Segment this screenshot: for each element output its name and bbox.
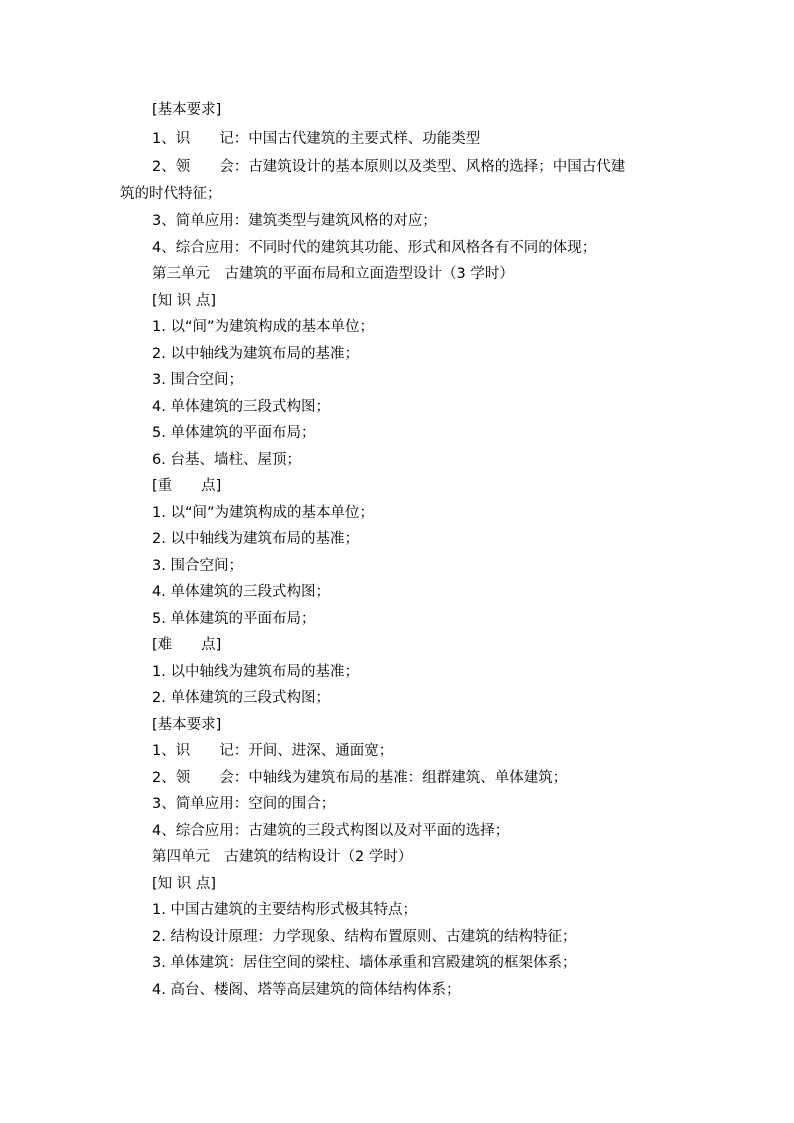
requirement-item: 4、综合应用：古建筑的三段式构图以及对平面的选择； [152,823,510,839]
section-heading-key-points: [重 点] [152,478,222,494]
list-item: 2. 单体建筑的三段式构图； [152,690,330,706]
requirement-item: 1、识 记：中国古代建筑的主要式样、功能类型 [152,131,481,147]
requirement-item: 4、综合应用：不同时代的建筑其功能、形式和风格各有不同的体现； [152,240,597,256]
list-item: 1. 以“间”为建筑构成的基本单位； [152,505,374,521]
section-heading-basic-requirements: [基本要求] [152,717,222,733]
list-item: 6. 台基、墙柱、屋顶； [152,452,301,468]
list-item: 1. 以中轴线为建筑布局的基准； [152,664,359,680]
unit-heading: 第四单元 古建筑的结构设计（2 学时） [152,849,413,865]
section-heading-knowledge-points: [知 识 点] [152,876,217,892]
section-heading-knowledge-points: [知 识 点] [152,293,217,309]
list-item: 4. 单体建筑的三段式构图； [152,399,330,415]
requirement-item: 3、简单应用：建筑类型与建筑风格的对应； [152,213,437,229]
requirement-item: 2、领 会：中轴线为建筑布局的基准：组群建筑、单体建筑； [152,770,568,786]
list-item: 4. 单体建筑的三段式构图； [152,584,330,600]
list-item: 2. 结构设计原理：力学现象、结构布置原则、古建筑的结构特征； [152,929,577,945]
requirement-item: 2、领 会：古建筑设计的基本原则以及类型、风格的选择；中国古代建 [152,159,626,175]
requirement-item: 1、识 记：开间、进深、通面宽； [152,743,394,759]
list-item: 2. 以中轴线为建筑布局的基准； [152,531,359,547]
unit-heading: 第三单元 古建筑的平面布局和立面造型设计（3 学时） [152,266,514,282]
list-item: 3. 围合空间； [152,558,243,574]
list-item: 4. 高台、楼阁、塔等高层建筑的筒体结构体系； [152,982,461,998]
requirement-item-continuation: 筑的时代特征； [120,186,222,202]
list-item: 3. 围合空间； [152,372,243,388]
list-item: 1. 中国古建筑的主要结构形式极其特点； [152,902,417,918]
list-item: 3. 单体建筑：居住空间的梁柱、墙体承重和宫殿建筑的框架体系； [152,955,577,971]
section-heading-difficult-points: [难 点] [152,637,222,653]
list-item: 5. 单体建筑的平面布局； [152,425,316,441]
section-heading-basic-requirements: [基本要求] [152,102,222,118]
list-item: 5. 单体建筑的平面布局； [152,611,316,627]
list-item: 2. 以中轴线为建筑布局的基准； [152,346,359,362]
requirement-item: 3、简单应用：空间的围合； [152,796,336,812]
list-item: 1. 以“间”为建筑构成的基本单位； [152,319,374,335]
